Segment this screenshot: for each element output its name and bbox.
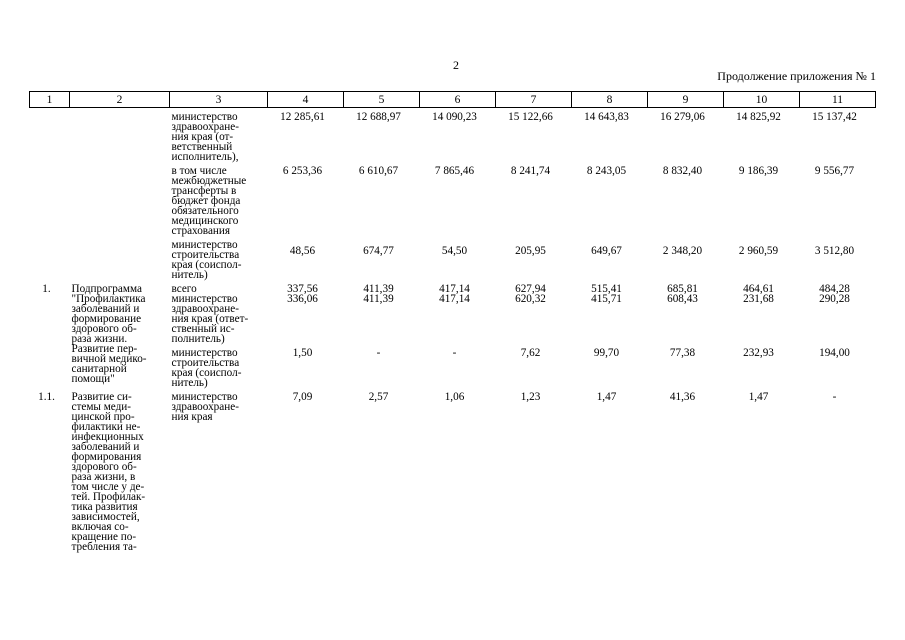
column-header: 3 — [170, 92, 268, 108]
value-cell: 9 556,77 — [814, 165, 855, 177]
column-header: 4 — [268, 92, 344, 108]
row-index: 1. — [42, 283, 51, 295]
value-cell: 1,47 — [596, 391, 617, 403]
value-cell: 2 960,59 — [738, 245, 779, 257]
value-cell: 7,62 — [520, 347, 541, 359]
value-cell: 1,23 — [520, 391, 541, 403]
column-header: 6 — [420, 92, 496, 108]
executor-cell: министерство здравоохране- ния края — [171, 391, 239, 423]
appendix-continuation-label: Продолжение приложения № 1 — [717, 69, 876, 83]
value-cell: 415,71 — [591, 293, 622, 305]
subprogram-title: Подпрограмма "Профилактика заболеваний и формирование здорового об- раза жизни. Развитие пер- вичной медико- санитарной помощи" — [71, 283, 147, 385]
value-cell: 15 137,42 — [812, 111, 857, 123]
value-cell: 12 688,97 — [356, 111, 401, 123]
value-cell: 15 122,66 — [508, 111, 553, 123]
column-number-row — [30, 92, 876, 108]
column-header: 9 — [648, 92, 724, 108]
executor-cell: в том числе межбюджетные трансферты в бюджет фонда обязательного медицинского страхования — [171, 165, 247, 237]
value-cell: 14 090,23 — [432, 111, 477, 123]
row-title — [70, 236, 170, 280]
table-row — [30, 162, 876, 236]
column-header: 1 — [30, 92, 70, 108]
activity-title: Развитие си- стемы меди- цинской про- филактики не- инфекционных заболеваний и формирования здорового об- раза жизни, в том числе у де- тей. Профилак- тика развития зависимостей, включая со- кращение по- требления та- — [71, 391, 146, 553]
column-header: 7 — [496, 92, 572, 108]
value-cell: 464,61 — [743, 283, 774, 295]
value-cell: 14 825,92 — [736, 111, 781, 123]
value-cell: 685,81 — [667, 283, 698, 295]
value-cell: 54,50 — [441, 245, 468, 257]
value-cell: 6 253,36 — [282, 165, 323, 177]
value-cell: 411,39 — [363, 293, 394, 305]
value-cell: 2,57 — [368, 391, 389, 403]
table-row — [30, 388, 876, 552]
row-title — [70, 162, 170, 236]
column-header: 10 — [724, 92, 800, 108]
value-cell: 231,68 — [743, 293, 774, 305]
value-cell: 620,32 — [515, 293, 546, 305]
row-index: 1.1. — [38, 391, 55, 403]
executor-cell: министерство здравоохране- ния края (от- ветственный исполнитель), — [171, 111, 239, 163]
row-index — [30, 162, 70, 236]
value-cell: 1,47 — [748, 391, 769, 403]
value-cell: 608,43 — [667, 293, 698, 305]
executor-cell: министерство строительства края (соиспол- нитель) — [171, 239, 242, 281]
row-title — [70, 108, 170, 163]
value-cell: 9 186,39 — [738, 165, 779, 177]
value-cell: 337,56 — [287, 283, 318, 295]
value-cell: 205,95 — [515, 245, 546, 257]
value-cell: - — [452, 347, 457, 359]
value-cell: 1,06 — [444, 391, 465, 403]
table-row — [30, 280, 876, 294]
value-cell: 7 865,46 — [434, 165, 475, 177]
row-index — [30, 108, 70, 163]
value-cell: 16 279,06 — [660, 111, 705, 123]
executor-cell: министерство здравоохране- ния края (ответ- ственный ис- полнитель) — [171, 293, 249, 345]
value-cell: 515,41 — [591, 283, 622, 295]
value-cell: 417,14 — [439, 283, 470, 295]
row-index — [30, 236, 70, 280]
value-cell: - — [832, 391, 837, 403]
value-cell: 99,70 — [593, 347, 620, 359]
table-row — [30, 108, 876, 163]
budget-table — [29, 91, 876, 552]
value-cell: 627,94 — [515, 283, 546, 295]
value-cell: 6 610,67 — [358, 165, 399, 177]
value-cell: 8 832,40 — [662, 165, 703, 177]
value-cell: 7,09 — [292, 391, 313, 403]
executor-cell: всего — [171, 283, 197, 295]
value-cell: 77,38 — [669, 347, 696, 359]
table-row — [30, 236, 876, 280]
column-header: 5 — [344, 92, 420, 108]
value-cell: 649,67 — [591, 245, 622, 257]
executor-cell: министерство строительства края (соиспол- нитель) — [171, 347, 242, 389]
value-cell: 8 243,05 — [586, 165, 627, 177]
value-cell: 674,77 — [363, 245, 394, 257]
value-cell: 484,28 — [819, 283, 850, 295]
value-cell: - — [376, 347, 381, 359]
value-cell: 2 348,20 — [662, 245, 703, 257]
value-cell: 41,36 — [669, 391, 696, 403]
value-cell: 12 285,61 — [280, 111, 325, 123]
value-cell: 194,00 — [819, 347, 850, 359]
column-header: 8 — [572, 92, 648, 108]
value-cell: 8 241,74 — [510, 165, 551, 177]
value-cell: 336,06 — [287, 293, 318, 305]
value-cell: 290,28 — [819, 293, 850, 305]
column-header: 2 — [70, 92, 170, 108]
value-cell: 232,93 — [743, 347, 774, 359]
value-cell: 1,50 — [292, 347, 313, 359]
value-cell: 417,14 — [439, 293, 470, 305]
page-number: 2 — [453, 58, 459, 72]
column-header: 11 — [800, 92, 876, 108]
value-cell: 411,39 — [363, 283, 394, 295]
value-cell: 3 512,80 — [814, 245, 855, 257]
value-cell: 48,56 — [289, 245, 316, 257]
value-cell: 14 643,83 — [584, 111, 629, 123]
